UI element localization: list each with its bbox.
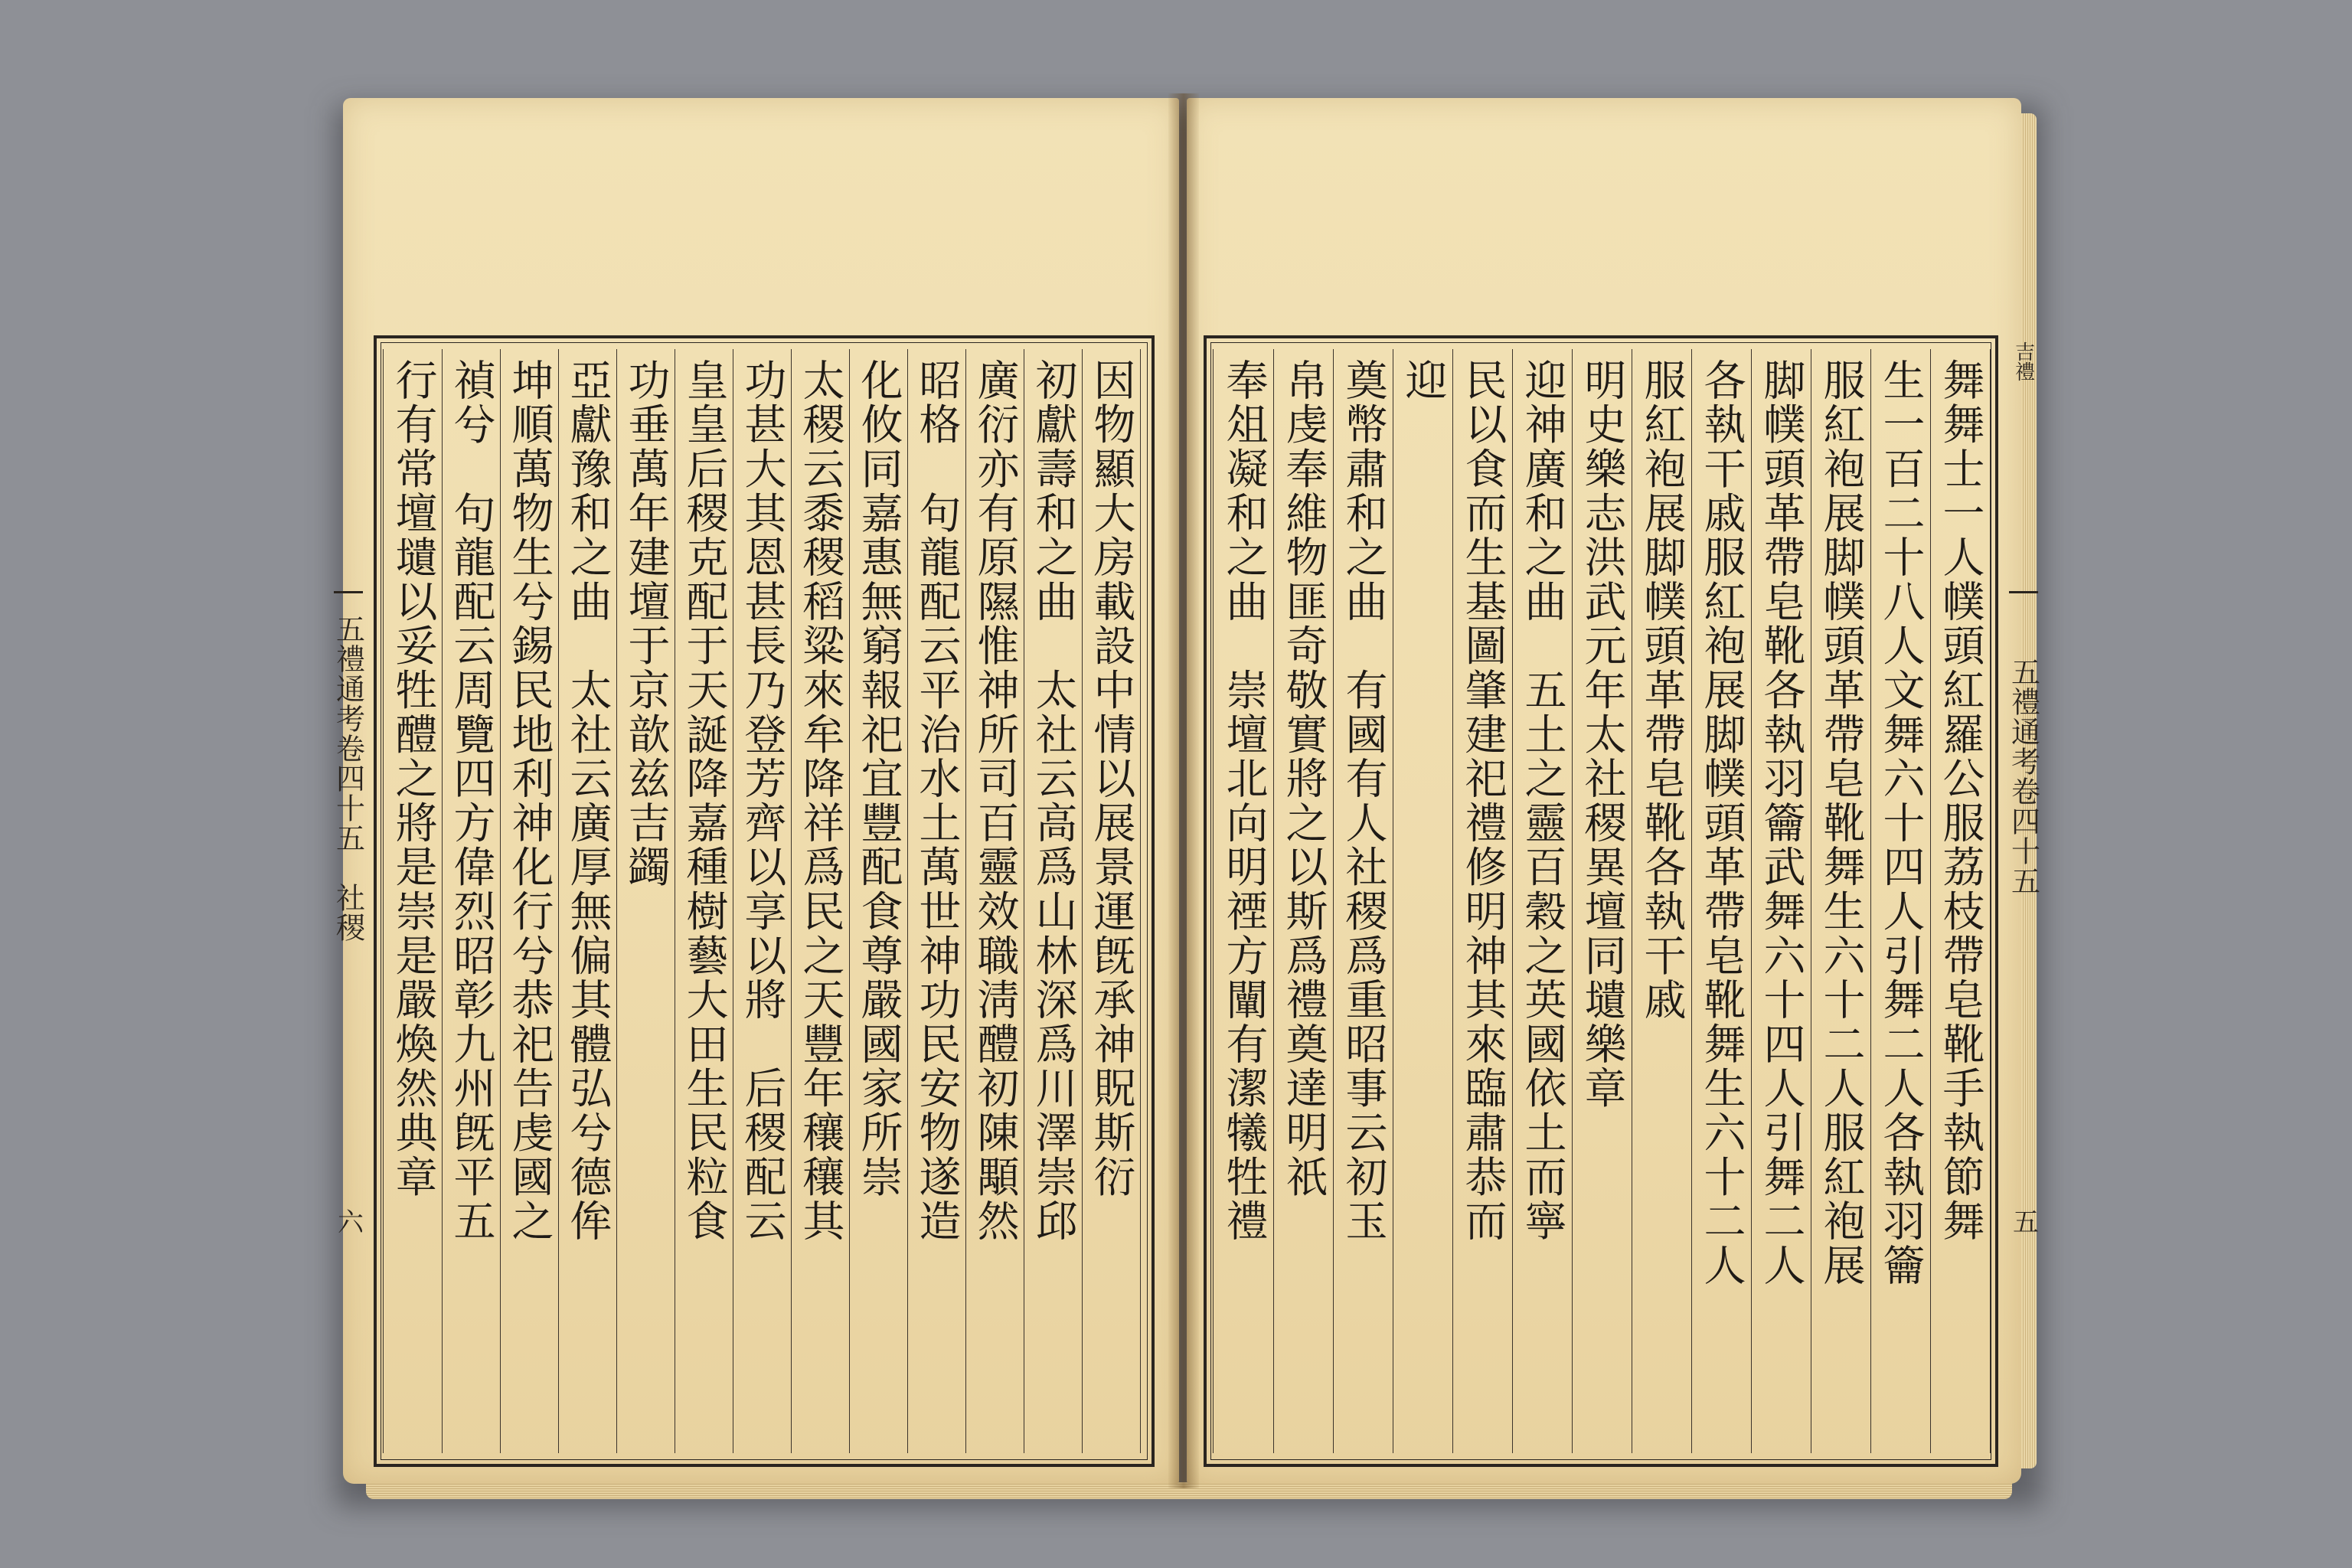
left-fold-page-number: 六 [332,1208,364,1234]
text-column [733,349,792,1453]
left-text-frame [331,335,1155,1467]
column-text: 行有常壇壝以妥牲醴之將是崇是嚴煥然典章 [388,358,438,1200]
column-text: 昭格 句龍配云平治水土萬世神功民安物遂造 [912,358,962,1243]
text-column [383,349,443,1453]
text-column [1870,349,1931,1453]
right-fold-margin [1998,338,2049,1464]
text-column [1572,349,1632,1453]
column-text: 生一百二十八人文舞六十四人引舞二人各執羽籥 [1876,358,1926,1288]
column-text: 民以食而生基圖肇建祀禮修明神其來臨肅恭而 [1458,358,1508,1243]
text-column [675,349,733,1453]
text-column [1452,349,1513,1453]
column-text: 坤順萬物生兮錫民地利神化行兮恭祀告虔國之 [505,358,554,1243]
column-text: 各執干戚服紅袍展脚幞頭革帶皂靴舞生六十二人 [1697,358,1746,1288]
column-text: 禎兮 句龍配云周覽四方偉烈昭彰九州旣平五 [446,358,496,1243]
column-text: 舞舞士一人幞頭紅羅公服荔枝帶皂靴手執節舞 [1936,358,1985,1243]
column-text: 帛虔奉維物匪奇敬實將之以斯爲禮奠達明祇 [1279,358,1328,1200]
text-column [558,349,617,1453]
fish-tail-mark [334,591,363,610]
open-book [320,83,2040,1499]
text-column [1333,349,1393,1453]
column-text: 廣衍亦有原隰惟神所司百靈效職淸醴初陳顒然 [970,358,1020,1243]
column-text: 太稷云黍稷稻粱來牟降祥爲民之天豐年穰穰其 [795,358,845,1243]
right-fold-page-number: 五 [2007,1208,2039,1234]
text-column [1512,349,1573,1453]
column-text: 亞獻豫和之曲 太社云廣厚無偏其體弘兮德侔 [563,358,612,1243]
text-column [907,349,966,1453]
left-page [331,98,1179,1484]
text-column [965,349,1024,1453]
column-text: 迎 [1398,358,1448,403]
column-text: 服紅袍展脚幞頭革帶皂靴舞生六十二人服紅袍展 [1816,358,1866,1288]
text-column [442,349,501,1453]
right-page [1187,98,2040,1484]
left-fold-title: 五禮通考卷四十五 社稷 [331,614,365,942]
column-text: 奠幣肅和之曲 有國有人社稷爲重昭事云初玉 [1338,358,1388,1243]
left-fold-margin [323,338,374,1464]
column-text: 脚幞頭革帶皂靴各執羽籥武舞六十四人引舞二人 [1756,358,1806,1288]
text-column [1930,349,1991,1453]
column-text: 服紅袍展脚幞頭革帶皂靴各執干戚 [1637,358,1687,1022]
text-column [1811,349,1871,1453]
text-column [1082,349,1141,1453]
text-column [1393,349,1453,1453]
column-text: 因物顯大房載設中情以展景運旣承神貺斯衍 [1086,358,1136,1200]
text-column [1691,349,1752,1453]
text-column [1632,349,1692,1453]
right-text-frame [1204,335,2040,1467]
column-text: 化攸同嘉惠無窮報祀宜豐配食尊嚴國家所崇 [854,358,903,1200]
text-column [791,349,850,1453]
column-text: 皇皇后稷克配于天誕降嘉種樹藝大田生民粒食 [679,358,729,1243]
text-column [1024,349,1083,1453]
column-text: 功甚大其恩甚長乃登芳齊以享以將 后稷配云 [737,358,787,1243]
text-column [1273,349,1334,1453]
book-gutter [1168,93,1199,1488]
right-fold-title: 五禮通考卷四十五 [2006,657,2040,896]
column-text: 功垂萬年建壇于京歆兹吉蠲 [621,358,671,890]
column-text: 明史樂志洪武元年太社稷異壇同壝樂章 [1577,358,1627,1111]
text-column [849,349,908,1453]
column-text: 奉俎凝和之曲 崇壇北向明禋方闡有潔犧牲禮 [1219,358,1269,1243]
text-column [500,349,559,1453]
column-text: 迎神廣和之曲 五土之靈百穀之英國依土而寧 [1517,358,1567,1243]
text-column [1213,349,1274,1453]
text-column [616,349,675,1453]
text-column [1751,349,1811,1453]
fish-tail-mark [2009,591,2038,610]
column-text: 初獻壽和之曲 太社云高爲山林深爲川澤崇邱 [1028,358,1078,1243]
right-corner-note: 吉禮 [2011,341,2035,381]
